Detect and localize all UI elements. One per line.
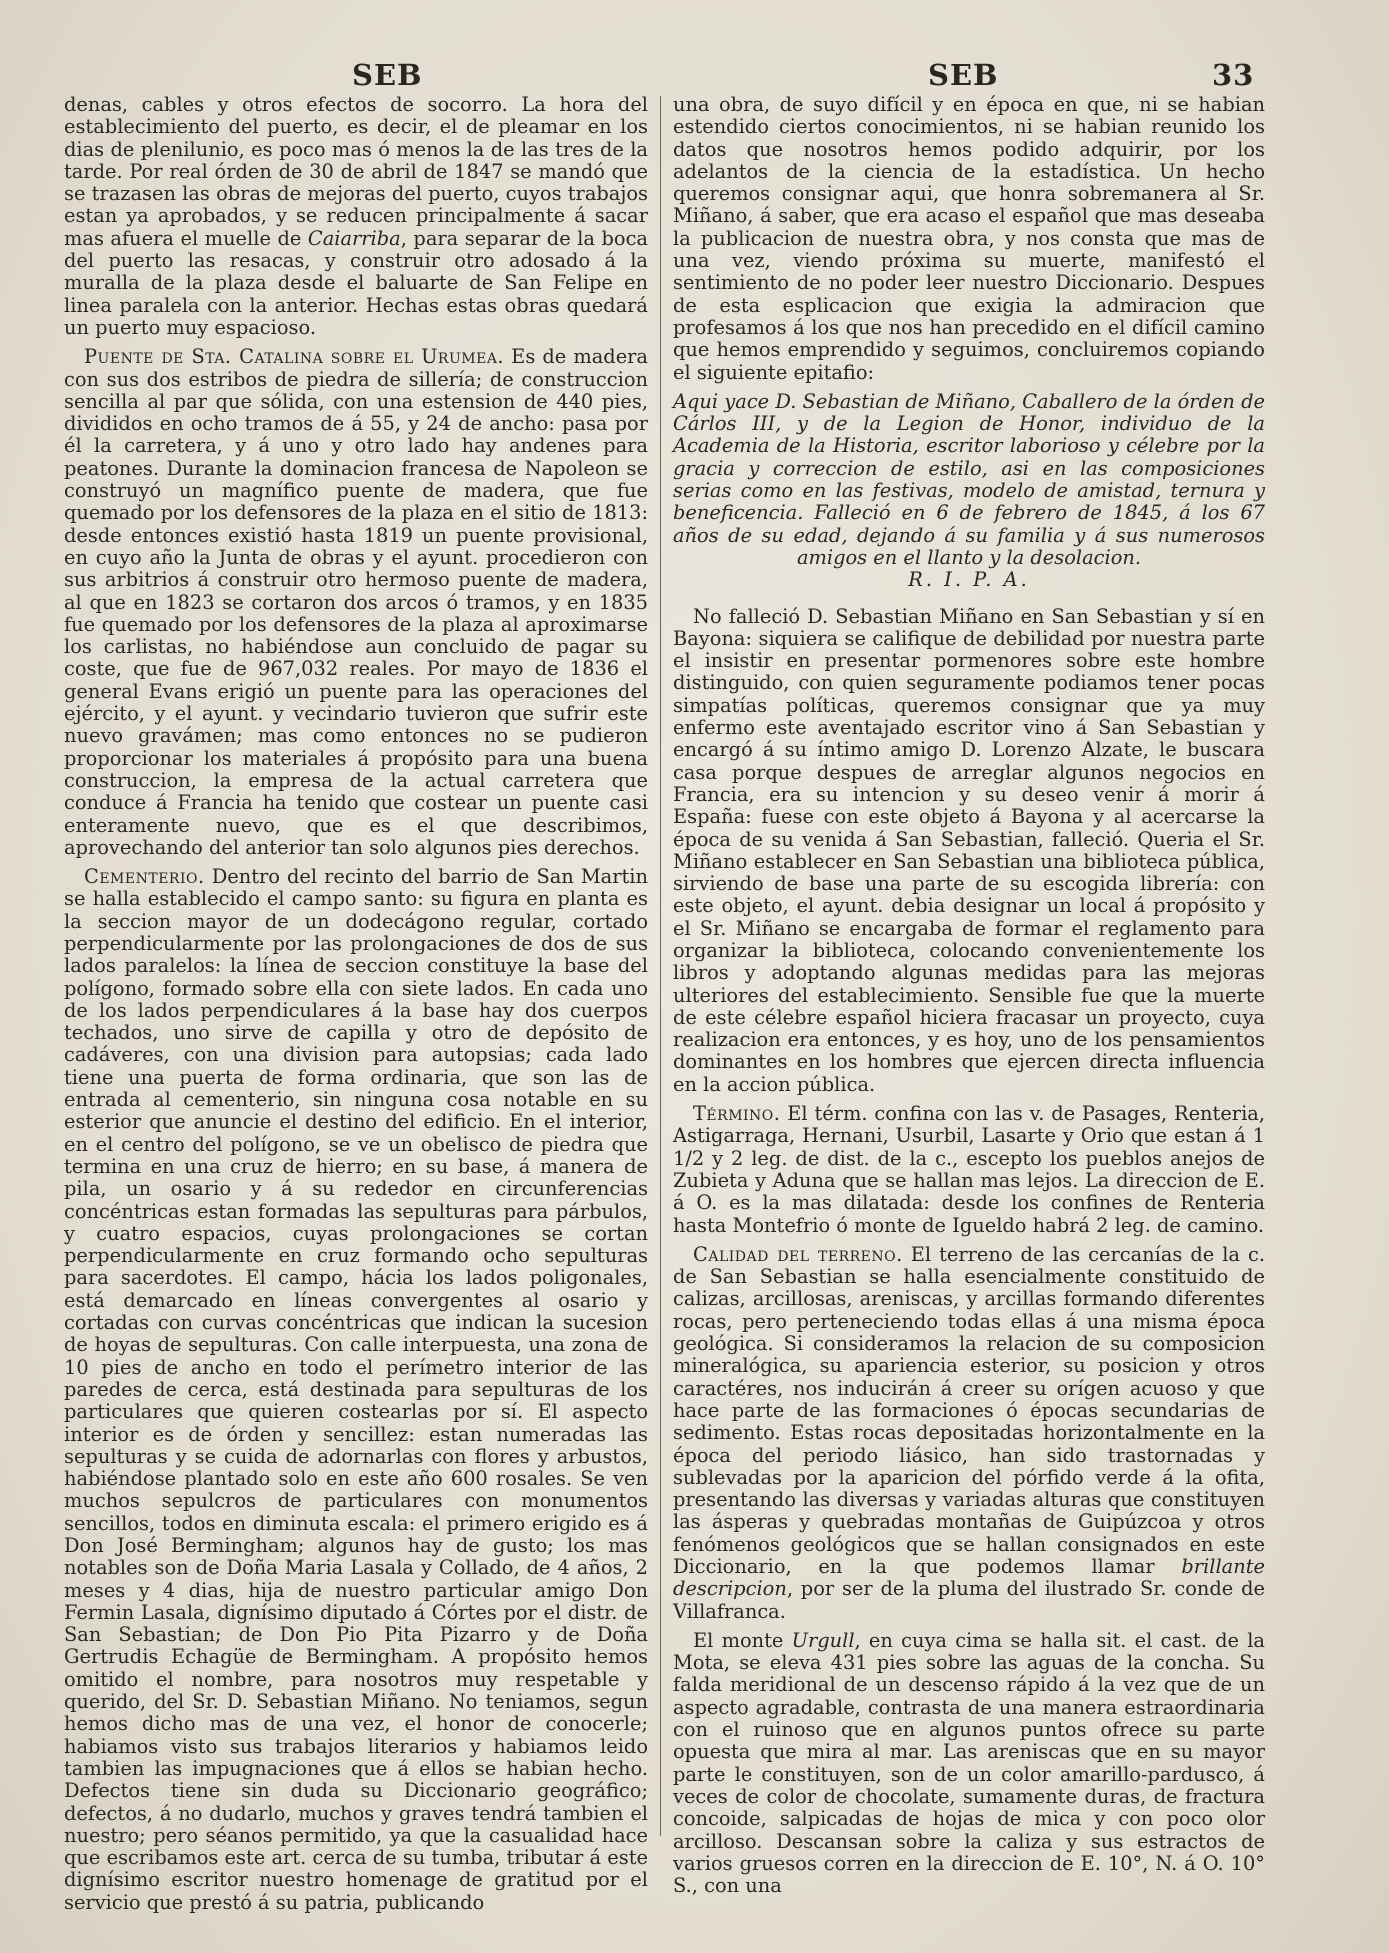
paragraph-termino: Término. El térm. confina con las v. de Pasages, Renteria, Astigarraga, Hernani, Usurbil, Lasarte y Orio que estan á 1 1/2 y 2 leg. de dist. de la c., escepto los pueblos anejos de Zubieta y Aduna que se hallan mas lejos. La direccion de E. á O. es la mas dilatada: desde los confines de Renteria hasta Montefrio ó monte de Igueldo habrá 2 leg. de camino. [673,1102,1265,1237]
paragraph-bayona: No falleció D. Sebastian Miñano en San Sebastian y sí en Bayona: siquiera se califique de debilidad por nuestra parte el insistir en presentar pormenores sobre este hombre distinguido, con quien seguramente podiamos tener pocas simpatías políticas, queremos consignar que ya muy enfermo este aventajado escritor vino á San Sebastian y encargó á su íntimo amigo D. Lorenzo Alzate, le buscara casa porque despues de arreglar algunos negocios en Francia, era su intencion y su deseo venir á morir á España: fuese con este objeto á Bayona y al acercarse la época de su venida á San Sebastian, falleció. Queria el Sr. Miñano establecer en San Sebastian una biblioteca pública, sirviendo de base una parte de su escogida librería: con este objeto, el ayunt. debia designar un local á propósito y el Sr. Miñano se encargaba de formar el reglamento para organizar la biblioteca, colocando convenientemente los libros y adoptando algunas medidas para las mejoras ulteriores del establecimiento. Sensible fue que la muerte de este célebre español hiciera fracasar un proyecto, cuya realizacion era entonces, y es hoy, uno de los pensamientos dominantes en los hombres que ejercen directa influencia en la accion pública. [673,604,1265,1096]
epitaph-text: Aqui yace D. Sebastian de Miñano, Caballero de la órden de Cárlos III, y de la Legion de Honor, individuo de la Academia de la Historia, escritor laborioso y célebre por la gracia y correccion de estilo, asi en las composiciones serias como en las festivas, modelo de amistad, ternura y beneficencia. Falleció en 6 de febrero de 1845, á los 67 años de su edad, dejando á su familia y á sus numerosos amigos en el llanto y la desolacion. [673,389,1265,569]
section-heading-cemetery: Cementerio. [84,865,205,889]
paragraph-urgull: El monte Urgull, en cuya cima se halla sit. el cast. de la Mota, se eleva 431 pies sobre las aguas de la concha. Su falda meridional de un descenso rápido á la vez que de un aspecto agradable, contrasta de una manera estraordinaria con el ruinoso que en algunos puntos ofrece su parte opuesta que mira al mar. Las areniscas que en su mayor parte le constituyen, son de un color amarillo-pardusco, á veces de color de chocolate, sumamente duras, de fractura concoide, salpicadas de hojas de mica y con poco olor arcilloso. Descansan sobre la caliza y sus estractos de varios gruesos corren en la direccion de E. 10°, N. á O. 10° S., con una [673,1628,1265,1898]
running-header-right: SEB [928,58,999,92]
paragraph-terreno: Calidad del terreno. El terreno de las cercanías de la c. de San Sebastian se halla esencialmente constituido de calizas, arcillosas, areniscas, y arcillas formando diferentes rocas, pero perteneciendo todas ellas á una misma época geológica. Si consideramos la relacion de su composicion mineralógica, su apariencia esterior, su posicion y otros caractéres, nos inducirán á creer su orígen acuoso y que hace parte de las formaciones ó épocas secundarias de sedimento. Estas rocas depositadas horizontalmente en la época del periodo liásico, han sido trastornadas y sublevadas por la aparicion del pórfido verde á la ofita, presentando las diversas y variadas alturas que constituyen las ásperas y quebradas montañas de Guipúzcoa y otros fenómenos geológicos que se hallan consignados en este Diccionario, en la que podemos llamar brillante descripcion, por ser de la pluma del ilustrado Sr. conde de Villafranca. [673,1242,1265,1623]
epitaph [673,391,1265,592]
paragraph-bridge: Puente de Sta. Catalina sobre el Urumea. Es de madera con sus dos estribos de piedra de sillería; de construccion sencilla al par que sólida, con una estension de 440 pies, divididos en ocho tramos de á 55, y 24 de ancho: pasa por él la carretera, y á uno y otro lado hay andenes para peatones. Durante la dominacion francesa de Napoleon se construyó un magnífico puente de madera, que fue quemado por los defensores de la plaza en el sitio de 1813: desde entonces existió hasta 1819 un puente provisional, en cuyo año la Junta de obras y el ayunt. procedieron con sus arbitrios á construir otro hermoso puente de madera, al que en 1823 se cortaron dos arcos ó tramos, y en 1835 fue quemado por los defensores de la plaza al aproximarse los carlistas, no habiéndose aun concluido de pagar su coste, que fue de 967,032 reales. Por mayo de 1836 el general Evans erigió un puente para las operaciones del ejército, y el ayunt. y vecindario tuvieron que sufrir este nuevo gravámen; mas como entonces no se pudieron proporcionar los materiales á propósito para una buena construccion, la empresa de la actual carretera que conduce á Francia ha tenido que costear un puente casi enteramente nuevo, que es el que describimos, aprovechando del anterior tan solo algunos pies derechos. [64,345,648,859]
paragraph-minano: una obra, de suyo difícil y en época en que, ni se habian estendido ciertos conocimientos, ni se habian reunido los datos que nosotros hemos podido adquirir, por los adelantos de la ciencia de la estadística. Un hecho queremos consignar aqui, que honra sobremanera al Sr. Miñano, á saber, que era acaso el español que mas deseaba la publicacion de nuestra obra, y nos consta que mas de una vez, viendo próxima su muerte, manifestó el sentimiento de no poder leer nuestro Diccionario. Despues de esta esplicacion que exigia la admiracion que profesamos á los que nos han precedido en el difícil camino que hemos emprendido y seguimos, concluiremos copiando el siguiente epitafio: [673,93,1265,384]
right-column [673,94,1265,1904]
left-column [64,94,648,1921]
epitaph-rip: R. I. P. A. [908,568,1030,592]
section-heading-terreno: Calidad del terreno. [693,1242,903,1266]
section-heading-termino: Término. [693,1102,781,1126]
section-heading-bridge: Puente de Sta. Catalina sobre el Urumea. [84,345,505,369]
column-divider [660,96,661,1836]
running-header-left: SEB [352,58,423,92]
page-number: 33 [1212,58,1255,92]
paragraph-cemetery: Cementerio. Dentro del recinto del barrio de San Martin se halla establecido el campo santo: su figura en planta es la seccion mayor de un dodecágono regular, cortado perpendicularmente por las prolongaciones de dos de sus lados paralelos: la línea de seccion constituye la base del polígono, formado sobre ella con siete lados. En cada uno de los lados perpendiculares á la base hay dos cuerpos techados, uno sirve de capilla y otro de depósito de cadáveres, con una division para autopsias; cada lado tiene una puerta de forma ordinaria, que son las de entrada al cementerio, sin ninguna cosa notable en su esterior que anuncie el destino del edificio. En el interior, en el centro del polígono, se ve un obelisco de piedra que termina en una cruz de hierro; en su base, á manera de pila, un osario y á su rededor en circunferencias concéntricas estan formadas las sepulturas para párbulos, y cuatro espacios, cuyas prolongaciones se cortan perpendicularmente en cruz formando ocho sepulturas para sacerdotes. El campo, hácia los lados poligonales, está demarcado en líneas convergentes al osario y cortadas con curvas concéntricas que indican la sucesion de hoyas de sepulturas. Con calle interpuesta, una zona de 10 pies de ancho en todo el perímetro interior de las paredes de cerca, está destinada para sepulturas de los particulares que quieren costearlas por sí. El aspecto interior es de órden y sencillez: estan numeradas las sepulturas y se cuida de adornarlas con flores y arbustos, habiéndose plantado solo en este año 600 rosales. Se ven muchos sepulcros de particulares con monumentos sencillos, todos en diminuta escala: el primero erigido es á Don José Bermingham; algunos hay de gusto; los mas notables son de Doña Maria Lasala y Collado, de 4 años, 2 meses y 4 dias, hija de nuestro particular amigo Don Fermin Lasala, dignísimo diputado á Córtes por el distr. de San Sebastian; de Don Pio Pita Pizarro y de Doña Gertrudis Echagüe de Bermingham. A propósito hemos omitido el nombre, para nosotros muy respetable y querido, del Sr. D. Sebastian Miñano. No teniamos, segun hemos dicho mas de una vez, el honor de conocerle; habiamos visto sus trabajos literarios y habiamos leido tambien las impugnaciones que á ellos se habian hecho. Defectos tiene sin duda su Diccionario geográfico; defectos, á no dudarlo, muchos y graves tendrá tambien el nuestro; pero séanos permitido, ya que la casualidad hace que escribamos este art. cerca de su tumba, tributar á este dignísimo escritor nuestro homenage de gratitud por el servicio que prestó á su patria, publicando [64,865,648,1914]
paragraph-port: denas, cables y otros efectos de socorro. La hora del establecimiento del puerto, es decir, el de pleamar en los dias de plenilunio, es poco mas ó menos la de las tres de la tarde. Por real órden de 30 de abril de 1847 se mandó que se trazasen las obras de mejoras del puerto, cuyos trabajos estan ya aprobados, y se reducen principalmente á sacar mas afuera el muelle de Caiarriba, para separar de la boca del puerto las resacas, y construir otro adosado á la muralla de la plaza desde el baluarte de San Felipe en linea paralela con la anterior. Hechas estas obras quedará un puerto muy espacioso. [64,93,648,339]
